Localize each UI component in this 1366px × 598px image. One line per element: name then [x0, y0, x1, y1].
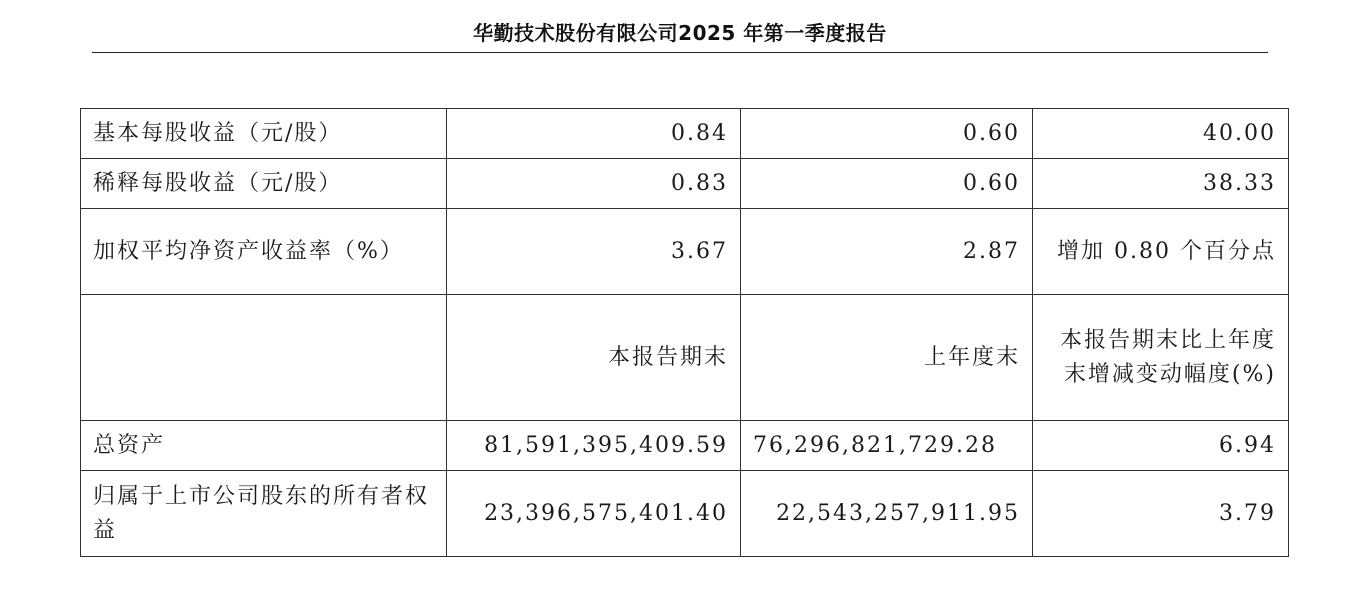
row-label-weighted-roe: 加权平均净资产收益率（%）: [81, 209, 447, 295]
cell-shareholder-equity-prior: 22,543,257,911.95: [741, 471, 1033, 557]
cell-weighted-roe-change: 增加 0.80 个百分点: [1033, 209, 1289, 295]
cell-basic-eps-prior: 0.60: [741, 109, 1033, 159]
cell-weighted-roe-prior: 2.87: [741, 209, 1033, 295]
table-row-total-assets: [81, 421, 1289, 471]
cell-diluted-eps-current: 0.83: [447, 159, 741, 209]
cell-diluted-eps-prior: 0.60: [741, 159, 1033, 209]
row-label-basic-eps: 基本每股收益（元/股）: [81, 109, 447, 159]
cell-basic-eps-change: 40.00: [1033, 109, 1289, 159]
cell-basic-eps-current: 0.84: [447, 109, 741, 159]
row-label-shareholder-equity: 归属于上市公司股东的所有者权益: [81, 471, 447, 557]
row-label-period-header: [81, 295, 447, 421]
report-title: 华勤技术股份有限公司2025 年第一季度报告: [473, 21, 887, 45]
table-row-weighted-roe: [81, 209, 1289, 295]
row-label-total-assets: 总资产: [81, 421, 447, 471]
row-label-diluted-eps: 稀释每股收益（元/股）: [81, 159, 447, 209]
cell-total-assets-current: 81,591,395,409.59: [447, 421, 741, 471]
column-header-prior-year-end: 上年度末: [741, 295, 1033, 421]
table-row-period-header: [81, 295, 1289, 421]
cell-diluted-eps-change: 38.33: [1033, 159, 1289, 209]
cell-total-assets-prior: 76,296,821,729.28: [741, 421, 1033, 471]
cell-total-assets-change: 6.94: [1033, 421, 1289, 471]
table-row-diluted-eps: [81, 159, 1289, 209]
cell-shareholder-equity-change: 3.79: [1033, 471, 1289, 557]
column-header-period-end: 本报告期末: [447, 295, 741, 421]
cell-shareholder-equity-current: 23,396,575,401.40: [447, 471, 741, 557]
report-header: [92, 18, 1268, 53]
table-row-basic-eps: [81, 109, 1289, 159]
financial-indicators-table: [80, 108, 1289, 557]
column-header-change-pct: 本报告期末比上年度末增减变动幅度(%): [1033, 295, 1289, 421]
table-row-shareholder-equity: [81, 471, 1289, 557]
cell-weighted-roe-current: 3.67: [447, 209, 741, 295]
